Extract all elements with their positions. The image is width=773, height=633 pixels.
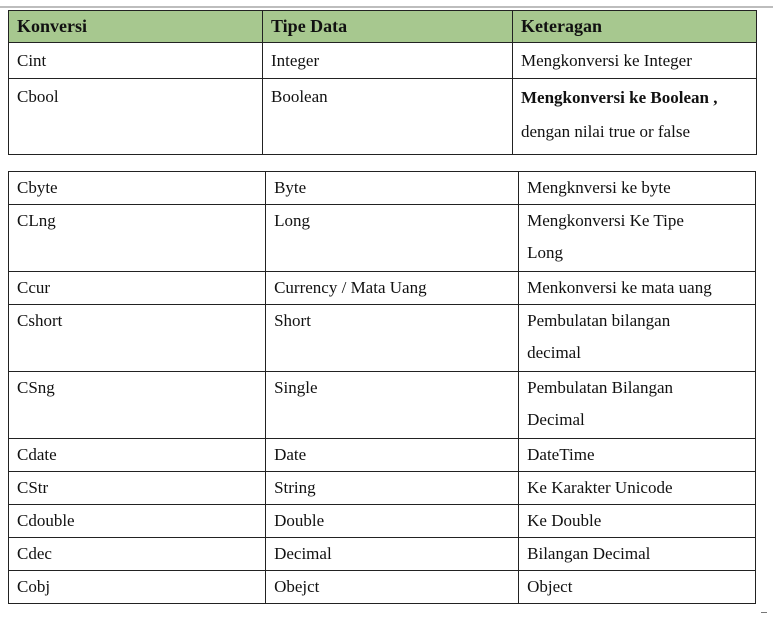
conversion-table-bottom [8,171,756,604]
cell-tipe-data: Single [266,372,519,439]
cell-keterangan [519,305,756,372]
cell-tipe-data: Date [266,439,519,472]
cell-konversi: Cshort [9,305,266,372]
cell-tipe-data: Obejct [266,571,519,604]
table-row [9,79,757,155]
cell-keterangan: Bilangan Decimal [519,538,756,571]
table-header-row [9,11,757,43]
cell-tipe-data: Decimal [266,538,519,571]
table-row [9,272,756,305]
keterangan-line-2: Long [527,243,564,262]
header-keterangan: Keteragan [513,11,757,43]
cell-konversi: CLng [9,205,266,272]
cell-keterangan: Mengkonversi ke Integer [513,43,757,79]
keterangan-line-1: Pembulatan Bilangan [527,378,674,397]
table-row [9,472,756,505]
table-row [9,43,757,79]
cell-tipe-data: Double [266,505,519,538]
header-tipe-data: Tipe Data [263,11,513,43]
table-row [9,172,756,205]
cell-konversi: CSng [9,372,266,439]
cell-keterangan: Ke Double [519,505,756,538]
table-row [9,571,756,604]
conversion-table-top [8,10,757,155]
cell-keterangan [519,205,756,272]
table-row [9,505,756,538]
cell-keterangan [519,372,756,439]
cell-konversi: CStr [9,472,266,505]
edge-mark [761,612,767,613]
cell-keterangan [513,79,757,155]
header-konversi: Konversi [9,11,263,43]
cell-tipe-data: Currency / Mata Uang [266,272,519,305]
table-row [9,538,756,571]
cell-konversi: Cbyte [9,172,266,205]
cell-tipe-data: Long [266,205,519,272]
cell-tipe-data: Short [266,305,519,372]
keterangan-line-2: dengan nilai true or false [521,122,690,141]
cell-konversi: Ccur [9,272,266,305]
cell-konversi: Cdate [9,439,266,472]
keterangan-line-1: Pembulatan bilangan [527,311,671,330]
cell-konversi: Cbool [9,79,263,155]
table-row [9,205,756,272]
cell-konversi: Cobj [9,571,266,604]
cell-tipe-data: Byte [266,172,519,205]
table-row [9,439,756,472]
page-top-rule [0,6,773,8]
cell-keterangan: Menkonversi ke mata uang [519,272,756,305]
table-row [9,305,756,372]
cell-tipe-data: Boolean [263,79,513,155]
cell-keterangan: Ke Karakter Unicode [519,472,756,505]
keterangan-line-2: decimal [527,343,581,362]
cell-keterangan: Object [519,571,756,604]
cell-tipe-data: String [266,472,519,505]
keterangan-line-1: Mengkonversi ke Boolean , [521,88,718,107]
cell-konversi: Cdouble [9,505,266,538]
keterangan-line-1: Mengkonversi Ke Tipe [527,211,684,230]
cell-keterangan: Mengknversi ke byte [519,172,756,205]
cell-tipe-data: Integer [263,43,513,79]
table-row [9,372,756,439]
cell-konversi: Cint [9,43,263,79]
cell-konversi: Cdec [9,538,266,571]
cell-keterangan: DateTime [519,439,756,472]
keterangan-line-2: Decimal [527,410,585,429]
